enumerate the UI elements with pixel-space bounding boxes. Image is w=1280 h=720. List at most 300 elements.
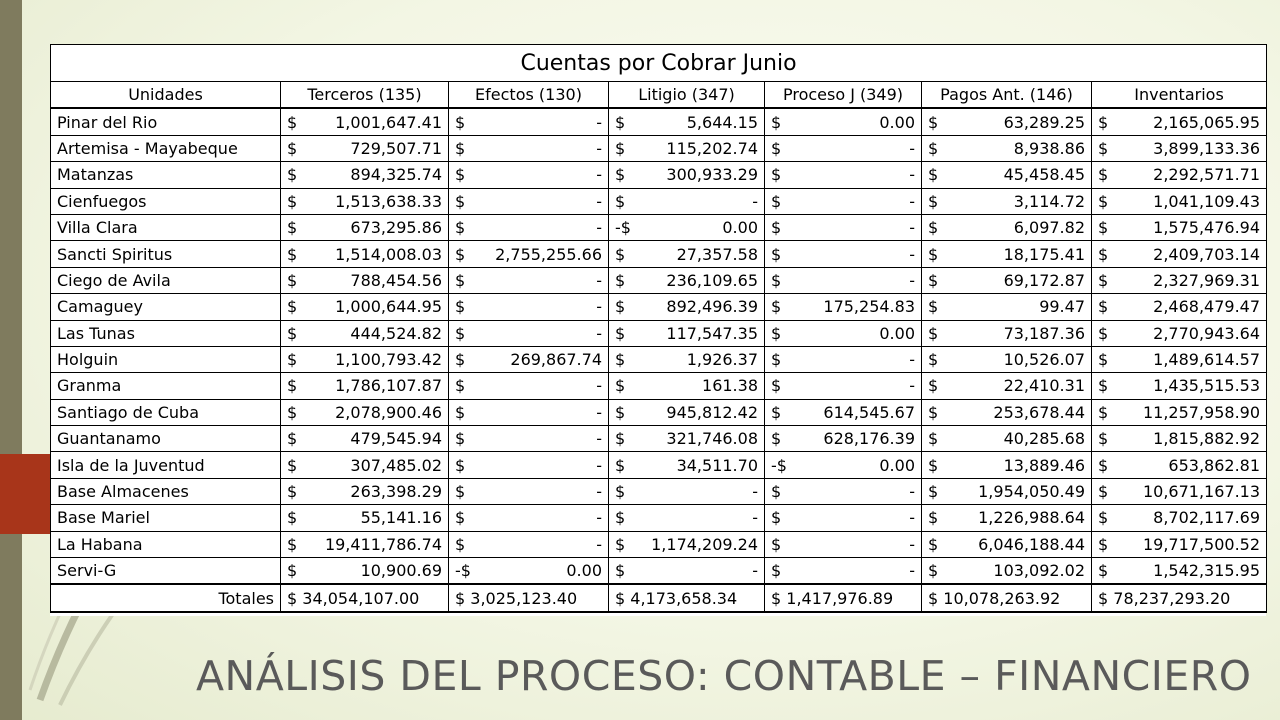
amount-cell [449,108,609,135]
currency-symbol: $ [615,561,626,581]
amount-cell [765,214,922,240]
amount-value: 1,542,315.95 [1153,561,1261,581]
amount-value: - [596,297,602,317]
amount-cell [449,135,609,161]
currency-symbol: $ [287,138,298,158]
amount-value: 27,357.58 [676,244,758,264]
currency-symbol: $ [455,138,466,158]
amount-cell [922,188,1092,214]
amount-cell [609,162,765,188]
currency-symbol: $ [1098,297,1109,317]
unit-name: Matanzas [51,162,281,188]
amount-value: - [909,350,915,370]
currency-symbol: $ [287,376,298,396]
amount-cell [922,162,1092,188]
amount-value: 19,717,500.52 [1142,534,1261,554]
amount-value: 2,165,065.95 [1153,112,1261,132]
amount-value: 1,815,882.92 [1153,429,1261,449]
currency-symbol: $ [928,376,939,396]
amount-value: 1,000,644.95 [335,297,442,317]
column-header: Proceso J (349) [765,82,922,109]
amount-value: 10,900.69 [360,561,442,581]
unit-name: Pinar del Rio [51,108,281,135]
amount-value: 73,187.36 [1003,323,1085,343]
currency-symbol: $ [615,138,626,158]
currency-symbol: $ [615,323,626,343]
table-row [51,108,1267,135]
amount-value: 1,954,050.49 [978,482,1085,502]
amount-cell [1092,426,1267,452]
amount-value: 444,524.82 [350,323,442,343]
amount-cell [1092,531,1267,557]
currency-symbol: $ [928,297,939,317]
total-amount: $ 78,237,293.20 [1092,584,1267,611]
amount-value: 69,172.87 [1003,270,1085,290]
amount-cell [449,531,609,557]
currency-symbol: $ [928,429,939,449]
table-row [51,399,1267,425]
table-header-row [51,82,1267,109]
amount-cell [281,241,449,267]
amount-cell [449,188,609,214]
amount-cell [449,399,609,425]
amount-value: 3,114.72 [1013,191,1085,211]
amount-value: 10,671,167.13 [1142,482,1261,502]
amount-value: 673,295.86 [350,218,442,238]
amount-value: 1,041,109.43 [1153,191,1261,211]
unit-name: La Habana [51,531,281,557]
amount-cell [765,294,922,320]
amount-value: 2,770,943.64 [1153,323,1261,343]
currency-symbol: $ [928,112,939,132]
table-row [51,373,1267,399]
amount-cell [1092,214,1267,240]
amount-value: 321,746.08 [666,429,758,449]
amount-cell [1092,346,1267,372]
currency-symbol: $ [287,561,298,581]
amount-cell [922,531,1092,557]
currency-symbol: $ [1098,482,1109,502]
column-header: Terceros (135) [281,82,449,109]
amount-cell [281,505,449,531]
currency-symbol: $ [615,297,626,317]
currency-symbol: $ [1098,191,1109,211]
amount-cell [922,294,1092,320]
currency-symbol: $ [287,350,298,370]
amount-cell [609,399,765,425]
amount-cell [449,241,609,267]
amount-cell [609,267,765,293]
currency-symbol: $ [287,402,298,422]
amount-value: 3,899,133.36 [1153,138,1261,158]
currency-symbol: $ [771,270,782,290]
unit-name: Guantanamo [51,426,281,452]
unit-name: Villa Clara [51,214,281,240]
currency-symbol: $ [615,165,626,185]
amount-value: 1,100,793.42 [335,350,442,370]
amount-cell [609,135,765,161]
currency-symbol: $ [455,534,466,554]
amount-cell [765,373,922,399]
amount-value: 45,458.45 [1003,165,1085,185]
unit-name: Ciego de Avila [51,267,281,293]
slide-title: ANÁLISIS DEL PROCESO: CONTABLE – FINANCIERO [196,652,1252,700]
amount-cell [922,241,1092,267]
amount-value: - [909,165,915,185]
currency-symbol: $ [287,534,298,554]
amount-cell [281,294,449,320]
currency-symbol: -$ [615,218,631,238]
table-row [51,135,1267,161]
amount-value: - [596,482,602,502]
amount-cell [1092,478,1267,504]
amount-cell [281,188,449,214]
amount-cell [609,505,765,531]
amount-value: 2,292,571.71 [1153,165,1261,185]
column-header: Unidades [51,82,281,109]
currency-symbol: $ [455,323,466,343]
amount-cell [449,162,609,188]
currency-symbol: $ [928,455,939,475]
amount-cell [922,452,1092,478]
currency-symbol: $ [615,455,626,475]
currency-symbol: $ [928,270,939,290]
amount-cell [765,241,922,267]
amount-value: 628,176.39 [823,429,915,449]
amount-cell [449,267,609,293]
amount-cell [765,267,922,293]
amount-value: - [596,270,602,290]
amount-cell [281,320,449,346]
currency-symbol: $ [455,297,466,317]
currency-symbol: $ [1098,218,1109,238]
amount-cell [449,320,609,346]
amount-value: 18,175.41 [1003,244,1085,264]
currency-symbol: $ [1098,429,1109,449]
amount-cell [1092,505,1267,531]
currency-symbol: $ [928,350,939,370]
amount-value: - [596,191,602,211]
amount-value: - [596,138,602,158]
amount-cell [1092,558,1267,585]
table-row [51,267,1267,293]
table-row [51,558,1267,585]
currency-symbol: $ [771,218,782,238]
amount-value: - [909,534,915,554]
currency-symbol: $ [455,376,466,396]
amount-value: - [909,218,915,238]
amount-value: 1,001,647.41 [335,112,442,132]
currency-symbol: $ [928,323,939,343]
currency-symbol: $ [771,482,782,502]
amount-cell [765,346,922,372]
currency-symbol: $ [287,429,298,449]
currency-symbol: $ [928,508,939,528]
amount-value: 6,097.82 [1013,218,1085,238]
amount-cell [609,188,765,214]
total-amount: $ 1,417,976.89 [765,584,922,611]
currency-symbol: $ [287,244,298,264]
amount-cell [449,346,609,372]
amount-cell [1092,320,1267,346]
currency-symbol: -$ [455,561,471,581]
amount-value: 300,933.29 [666,165,758,185]
currency-symbol: $ [455,270,466,290]
column-header: Pagos Ant. (146) [922,82,1092,109]
currency-symbol: $ [771,112,782,132]
amount-value: 161.38 [702,376,758,396]
amount-cell [922,373,1092,399]
amount-value: 40,285.68 [1003,429,1085,449]
amount-value: 117,547.35 [666,323,758,343]
amount-value: 614,545.67 [823,402,915,422]
amount-cell [449,373,609,399]
amount-value: - [752,561,758,581]
amount-cell [922,558,1092,585]
amount-cell [765,558,922,585]
table-row [51,478,1267,504]
currency-symbol: $ [771,165,782,185]
amount-value: - [752,191,758,211]
amount-cell [449,558,609,585]
amount-cell [609,452,765,478]
currency-symbol: $ [771,561,782,581]
currency-symbol: $ [1098,534,1109,554]
currency-symbol: $ [928,165,939,185]
amount-value: 99.47 [1039,297,1085,317]
amount-cell [922,135,1092,161]
amount-value: 1,435,515.53 [1153,376,1261,396]
table-row [51,214,1267,240]
currency-symbol: $ [771,508,782,528]
currency-symbol: $ [615,270,626,290]
currency-symbol: $ [1098,323,1109,343]
amount-value: - [752,508,758,528]
currency-symbol: $ [615,350,626,370]
unit-name: Base Mariel [51,505,281,531]
amount-value: 1,926.37 [686,350,758,370]
total-amount: $ 10,078,263.92 [922,584,1092,611]
amount-cell [922,267,1092,293]
amount-value: 1,575,476.94 [1153,218,1261,238]
currency-symbol: $ [455,191,466,211]
amount-cell [922,478,1092,504]
currency-symbol: $ [287,508,298,528]
currency-symbol: $ [771,244,782,264]
amount-cell [609,426,765,452]
currency-symbol: $ [771,429,782,449]
currency-symbol: $ [771,534,782,554]
table-row [51,320,1267,346]
amount-cell [1092,135,1267,161]
amount-cell [281,531,449,557]
amount-cell [281,214,449,240]
currency-symbol: $ [771,191,782,211]
currency-symbol: $ [287,455,298,475]
amount-value: 2,468,479.47 [1153,297,1261,317]
amount-cell [281,267,449,293]
amount-value: - [909,244,915,264]
amount-value: 479,545.94 [350,429,442,449]
amount-cell [609,558,765,585]
amount-cell [449,452,609,478]
amount-value: 10,526.07 [1003,350,1085,370]
amount-value: 1,513,638.33 [335,191,442,211]
amount-value: - [909,482,915,502]
currency-symbol: $ [1098,165,1109,185]
amount-value: 0.00 [879,455,915,475]
amount-value: 0.00 [722,218,758,238]
table-row [51,426,1267,452]
currency-symbol: $ [615,534,626,554]
currency-symbol: $ [1098,112,1109,132]
amount-cell [765,452,922,478]
currency-symbol: $ [771,323,782,343]
amount-cell [922,399,1092,425]
amount-cell [609,346,765,372]
amount-cell [449,505,609,531]
amount-cell [281,162,449,188]
amount-cell [281,346,449,372]
amount-cell [609,320,765,346]
currency-symbol: $ [1098,508,1109,528]
currency-symbol: $ [615,508,626,528]
amount-value: - [596,376,602,396]
amount-cell [609,373,765,399]
unit-name: Granma [51,373,281,399]
currency-symbol: $ [1098,561,1109,581]
amount-value: - [596,429,602,449]
table-row [51,505,1267,531]
left-accent-bar [0,0,22,720]
total-amount: $ 4,173,658.34 [609,584,765,611]
amount-value: 115,202.74 [666,138,758,158]
amount-cell [765,108,922,135]
amount-cell [1092,373,1267,399]
amount-cell [765,162,922,188]
amount-value: 2,327,969.31 [1153,270,1261,290]
amount-value: 788,454.56 [350,270,442,290]
amount-value: 0.00 [879,112,915,132]
amount-value: - [596,534,602,554]
currency-symbol: $ [1098,138,1109,158]
amount-cell [281,108,449,135]
amount-value: 13,889.46 [1003,455,1085,475]
table-row [51,294,1267,320]
currency-symbol: $ [455,350,466,370]
currency-symbol: $ [615,376,626,396]
amount-value: 0.00 [879,323,915,343]
currency-symbol: $ [771,297,782,317]
table-row [51,452,1267,478]
amount-value: - [909,270,915,290]
amount-value: - [909,561,915,581]
amount-value: - [596,112,602,132]
amount-cell [765,426,922,452]
currency-symbol: $ [1098,455,1109,475]
amount-value: 653,862.81 [1168,455,1261,475]
currency-symbol: $ [615,429,626,449]
amount-cell [765,531,922,557]
amount-value: 945,812.42 [666,402,758,422]
amount-value: 2,755,255.66 [495,244,602,264]
unit-name: Camaguey [51,294,281,320]
currency-symbol: $ [287,297,298,317]
amount-value: - [596,455,602,475]
currency-symbol: $ [928,482,939,502]
amount-value: 253,678.44 [993,402,1085,422]
currency-symbol: $ [287,482,298,502]
amount-cell [765,188,922,214]
amount-cell [281,478,449,504]
currency-symbol: $ [287,112,298,132]
currency-symbol: $ [771,402,782,422]
currency-symbol: $ [928,191,939,211]
amount-cell [449,214,609,240]
amount-cell [922,320,1092,346]
amount-value: 0.00 [566,561,602,581]
amount-cell [765,135,922,161]
table-title-row [51,45,1267,82]
unit-name: Artemisa - Mayabeque [51,135,281,161]
amount-cell [281,399,449,425]
amount-value: 1,174,209.24 [651,534,758,554]
amount-value: 269,867.74 [510,350,602,370]
amount-cell [281,426,449,452]
amount-cell [609,294,765,320]
unit-name: Cienfuegos [51,188,281,214]
currency-symbol: $ [455,429,466,449]
currency-symbol: $ [287,270,298,290]
unit-name: Isla de la Juventud [51,452,281,478]
amount-value: 6,046,188.44 [978,534,1085,554]
amount-value: 729,507.71 [350,138,442,158]
amount-value: - [596,402,602,422]
table-row [51,346,1267,372]
amount-value: 22,410.31 [1003,376,1085,396]
currency-symbol: $ [455,112,466,132]
amount-value: 307,485.02 [350,455,442,475]
amount-value: - [909,191,915,211]
column-header: Efectos (130) [449,82,609,109]
amount-cell [1092,399,1267,425]
currency-symbol: $ [1098,350,1109,370]
currency-symbol: $ [615,112,626,132]
currency-symbol: $ [771,350,782,370]
amount-value: 63,289.25 [1003,112,1085,132]
currency-symbol: $ [615,482,626,502]
amount-cell [765,478,922,504]
currency-symbol: $ [615,191,626,211]
amount-value: 892,496.39 [666,297,758,317]
amount-cell [281,558,449,585]
unit-name: Servi-G [51,558,281,585]
currency-symbol: $ [928,534,939,554]
amount-value: - [596,508,602,528]
currency-symbol: $ [771,376,782,396]
amount-cell [449,478,609,504]
amount-value: 1,489,614.57 [1153,350,1261,370]
amount-value: 1,514,008.03 [335,244,442,264]
currency-symbol: $ [1098,270,1109,290]
amount-cell [922,505,1092,531]
amount-cell [1092,188,1267,214]
amount-cell [1092,452,1267,478]
table-row [51,531,1267,557]
currency-symbol: $ [1098,402,1109,422]
amount-value: - [909,508,915,528]
unit-name: Base Almacenes [51,478,281,504]
